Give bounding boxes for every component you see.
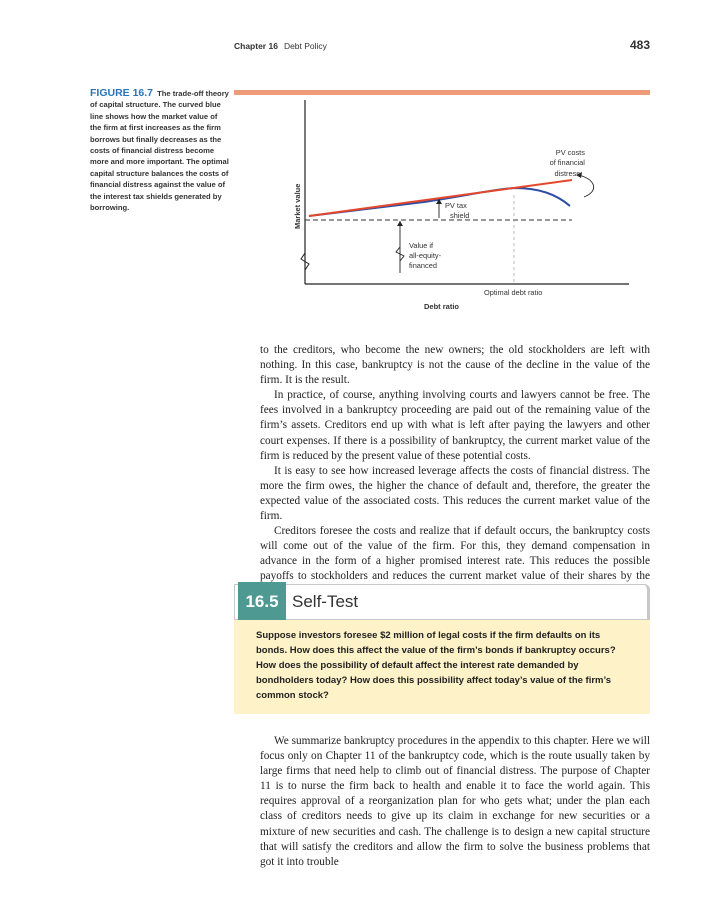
page-number: 483 xyxy=(630,38,651,52)
pv-tax-line-1: PV tax xyxy=(445,201,467,210)
paragraph-3: It is easy to see how increased leverage affects the costs of financial distress. The more the firm owes, the higher the chance of default and, therefore, the greater the expected value of the associated costs. This reduces the current market value of the firm. xyxy=(260,464,650,523)
x-axis-label: Debt ratio xyxy=(424,302,460,311)
paragraph-4: Creditors foresee the costs and realize that if default occurs, the bankruptcy costs will come out of the value of the firm. For this, they demand compensation in advance in the form of a higher promised interest rate. This reduces the possible payoffs to stockholders and reduces the current market value of their shares by the xyxy=(260,525,650,583)
pv-costs-line-2: of financial xyxy=(549,158,585,167)
self-test-box xyxy=(234,582,650,714)
figure-caption-text: The trade-off theory of capital structure. The curved blue line shows how the market value of the firm at first increases as the firm borrows but finally decreases as the costs of financial distress become more and more important. The optimal capital structure balances the costs of financial distress against the value of the interest tax shields generated by borrowing. xyxy=(90,89,229,213)
self-test-question: Suppose investors foresee $2 million of legal costs if the firm defaults on its bonds. How does this affect the value of the firm’s bonds if bankruptcy occurs? How does the possibility of default affect the interest rate demanded by bondholders today? How does this possibility affect today’s value of the firm’s common stock? xyxy=(234,620,650,714)
optimal-debt-ratio-label: Optimal debt ratio xyxy=(484,288,543,297)
all-equity-arrowhead xyxy=(397,221,403,226)
tax-shield-line xyxy=(309,180,572,216)
figure-caption xyxy=(90,88,230,213)
pv-tax-shield-label xyxy=(445,201,469,220)
pv-costs-line-1: PV costs xyxy=(555,148,585,157)
self-test-number: 16.5 xyxy=(238,582,286,622)
body-text-lower xyxy=(260,734,650,870)
y-axis-label: Market value xyxy=(293,183,302,229)
self-test-title: Self-Test xyxy=(292,592,359,611)
all-equity-line-1: Value if xyxy=(409,241,434,250)
body-text-upper xyxy=(260,343,650,600)
pv-costs-line-3: distress xyxy=(554,169,580,178)
all-equity-line-2: all-equity- xyxy=(409,251,442,260)
running-header xyxy=(234,41,327,51)
chapter-label: Chapter 16 xyxy=(234,41,278,51)
tradeoff-chart xyxy=(234,95,650,315)
paragraph-1: to the creditors, who become the new owners; the old stockholders are left with nothing. In this case, bankruptcy is not the cause of the decline in the value of the firm. It is the result. xyxy=(260,344,650,387)
chapter-topic: Debt Policy xyxy=(283,41,327,51)
figure-label: FIGURE 16.7 xyxy=(90,87,154,99)
all-equity-label xyxy=(409,241,443,270)
pv-tax-line-2: shield xyxy=(450,211,470,220)
paragraph-2: In practice, of course, anything involving courts and lawyers cannot be free. The fees involved in a bankruptcy proceeding are paid out of the remaining value of the firm’s assets. Creditors end up with what is left after paying the lawyers and other court expenses. If there is a possibility of bankruptcy, the current market value of the firm is reduced by the present value of these potential costs. xyxy=(260,389,650,462)
all-equity-line-3: financed xyxy=(409,261,437,270)
pv-costs-bracket xyxy=(579,175,594,197)
paragraph-5: We summarize bankruptcy procedures in the appendix to this chapter. Here we will focus only on Chapter 11 of the bankruptcy code, which is the route usually taken by large firms that need help to climb out of financial distress. The purpose of Chapter 11 is to nurse the firm back to health and enable it to face the world again. This requires approval of a reorganization plan for who gets what; under the plan each class of creditors needs to give up its claim in exchange for new securities or a mixture of new securities and cash. The challenge is to design a new capital structure that will satisfy the creditors and allow the firm to solve the business problems that got it into trouble xyxy=(260,735,650,868)
